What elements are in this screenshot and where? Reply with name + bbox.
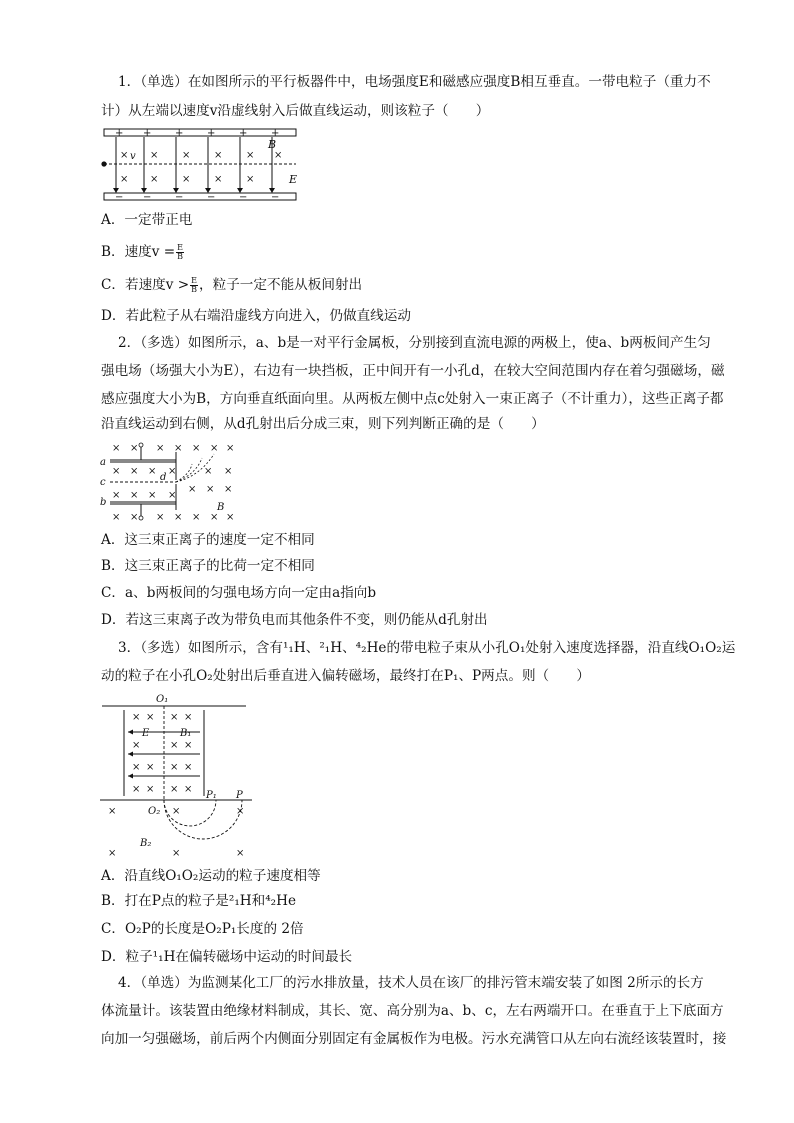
q4-line-2: 体流量计。该装置由绝缘材料制成，其长、宽、高分别为a、b、c，左右两端开口。在垂直于上下底面方 (101, 1003, 724, 1019)
label-b1: B₁ (180, 728, 192, 739)
plus-sign: + (143, 128, 152, 139)
cross-mark: × (246, 150, 255, 161)
cross-mark: × (132, 712, 141, 723)
q1-line-2: 计）从左端以速度v沿虚线射入后做直线运动，则该粒子（ ） (101, 103, 490, 119)
q2-line-1: 2．（多选）如图所示，a、b是一对平行金属板，分别接到直流电源的两极上，使a、b两板间产生匀 (118, 335, 711, 351)
cross-mark: × (226, 443, 235, 454)
label-p1: P₁ (206, 790, 217, 801)
cross-mark: × (206, 484, 215, 495)
cross-mark: × (246, 174, 255, 185)
minus-sign: − (271, 192, 280, 203)
cross-mark: × (168, 490, 177, 501)
q3-option-a[interactable]: A．沿直线O₁O₂运动的粒子速度相等 (101, 868, 321, 884)
label-b: b (100, 497, 107, 508)
cross-mark: × (146, 712, 155, 723)
plus-sign: + (175, 128, 184, 139)
cross-mark: × (274, 150, 283, 161)
cross-mark: × (148, 466, 157, 477)
cross-mark: × (132, 740, 141, 751)
label-B: B (268, 138, 277, 151)
cross-mark: × (146, 784, 155, 795)
cross-mark: × (226, 512, 235, 523)
cross-mark: × (112, 443, 121, 454)
cross-mark: × (184, 784, 193, 795)
cross-mark: × (182, 150, 191, 161)
label-e: E (142, 728, 150, 739)
cross-mark: × (170, 784, 179, 795)
minus-sign: − (207, 192, 216, 203)
label-E: E (289, 173, 298, 186)
particle-dot (101, 161, 106, 166)
minus-sign: − (143, 192, 152, 203)
cross-mark: × (120, 150, 129, 161)
q3-line-2: 动的粒子在小孔O₂处射出后垂直进入偏转磁场，最终打在P₁、P两点。则（ ） (101, 668, 590, 684)
label-v: v (130, 151, 136, 162)
plus-sign: + (115, 128, 124, 139)
label-o1: O₁ (156, 694, 169, 705)
fraction-e-over-b: $\frac{E}{B}$ (191, 276, 198, 294)
cross-mark: × (130, 512, 139, 523)
cross-mark: × (172, 806, 181, 817)
cross-mark: × (172, 848, 181, 858)
q2-option-d[interactable]: D．若这三束离子改为带负电而其他条件不变，则仍能从d孔射出 (101, 612, 488, 628)
minus-sign: − (175, 192, 184, 203)
plus-sign: + (239, 128, 248, 139)
cross-mark: × (120, 174, 129, 185)
cross-mark: × (170, 740, 179, 751)
cross-mark: × (148, 490, 157, 501)
cross-mark: × (108, 806, 117, 817)
plus-sign: + (207, 128, 216, 139)
label-d: d (160, 472, 167, 483)
cross-mark: × (132, 762, 141, 773)
cross-mark: × (132, 784, 141, 795)
q3-option-b[interactable]: B．打在P点的粒子是²₁H和⁴₂He (101, 893, 297, 909)
q2-option-a[interactable]: A．这三束正离子的速度一定不相同 (101, 532, 315, 548)
cross-mark: × (214, 150, 223, 161)
q1-line-1: 1．（单选）在如图所示的平行板器件中，电场强度E和磁感应强度B相互垂直。一带电粒子（重力不 (118, 74, 711, 90)
cross-mark: × (210, 443, 219, 454)
cross-mark: × (224, 484, 233, 495)
cross-mark: × (204, 466, 213, 477)
cross-mark: × (156, 443, 165, 454)
cross-mark: × (146, 762, 155, 773)
cross-mark: × (170, 762, 179, 773)
q2-figure (96, 438, 246, 524)
cross-mark: × (174, 443, 183, 454)
label-b2: B₂ (140, 838, 152, 849)
bottom-plate (104, 193, 296, 200)
label-c: c (100, 477, 106, 488)
cross-mark: × (174, 512, 183, 523)
q3-option-d[interactable]: D．粒子¹₁H在偏转磁场中运动的时间最长 (101, 949, 353, 965)
q1-option-d[interactable]: D．若此粒子从右端沿虚线方向进入，仍做直线运动 (101, 308, 411, 324)
cross-mark: × (112, 466, 121, 477)
cross-mark: × (236, 806, 245, 817)
q1-option-a[interactable]: A．一定带正电 (101, 212, 193, 228)
label-p: P (236, 790, 243, 801)
cross-mark: × (130, 490, 139, 501)
q3-line-1: 3．（多选）如图所示，含有¹₁H、²₁H、⁴₂He的带电粒子束从小孔O₁处射入速度选择器，沿直线O₁O₂运 (118, 640, 736, 656)
minus-sign: − (115, 192, 124, 203)
label-a: a (100, 457, 106, 468)
cross-mark: × (112, 512, 121, 523)
cross-mark: × (130, 443, 139, 454)
cross-mark: × (130, 466, 139, 477)
label-o2: O₂ (148, 806, 161, 817)
q1-figure (98, 126, 308, 204)
q4-line-1: 4．（单选）为监测某化工厂的污水排放量，技术人员在该厂的排污管末端安装了如图 2所示的长方 (118, 975, 704, 991)
cross-mark: × (184, 740, 193, 751)
cross-mark: × (170, 712, 179, 723)
q4-line-3: 向加一匀强磁场，前后两个内侧面分别固定有金属板作为电极。污水充满管口从左向右流经该装置时，接 (101, 1031, 727, 1047)
cross-mark: × (210, 512, 219, 523)
cross-mark: × (182, 174, 191, 185)
q2-option-b[interactable]: B．这三束正离子的比荷一定不相同 (101, 558, 315, 574)
cross-mark: × (184, 712, 193, 723)
q3-figure (96, 688, 256, 858)
cross-mark: × (184, 762, 193, 773)
cross-mark: × (224, 466, 233, 477)
fraction-e-over-b: $\frac{E}{B}$ (177, 243, 184, 261)
cross-mark: × (108, 848, 117, 858)
cross-mark: × (150, 150, 159, 161)
q2-option-c[interactable]: C．a、b两板间的匀强电场方向一定由a指向b (101, 585, 377, 601)
q2-line-3: 感应强度大小为B，方向垂直纸面向里。从两板左侧中点c处射入一束正离子（不计重力），这些正离子都 (101, 391, 724, 407)
cross-mark: × (112, 490, 121, 501)
plus-sign: + (271, 128, 280, 139)
q2-line-4: 沿直线运动到右侧，从d孔射出后分成三束，则下列判断正确的是（ ） (101, 416, 545, 432)
cross-mark: × (192, 512, 201, 523)
cross-mark: × (188, 484, 197, 495)
cross-mark: × (192, 443, 201, 454)
q1-option-b[interactable]: B．速度v = $\frac{E}{B}$ (101, 243, 184, 261)
label-B: B (217, 502, 225, 513)
q2-line-2: 强电场（场强大小为E），右边有一块挡板，正中间开有一小孔d，在较大空间范围内存在着匀强磁场，磁 (101, 363, 725, 379)
cross-mark: × (156, 512, 165, 523)
cross-mark: × (150, 174, 159, 185)
q3-option-c[interactable]: C．O₂P的长度是O₂P₁长度的 2倍 (101, 921, 304, 937)
minus-sign: − (239, 192, 248, 203)
top-plate (104, 129, 296, 136)
cross-mark: × (168, 466, 177, 477)
cross-mark: × (236, 848, 245, 858)
q1-option-c[interactable]: C．若速度v > $\frac{E}{B}$ ，粒子一定不能从板间射出 (101, 276, 363, 294)
cross-mark: × (214, 174, 223, 185)
